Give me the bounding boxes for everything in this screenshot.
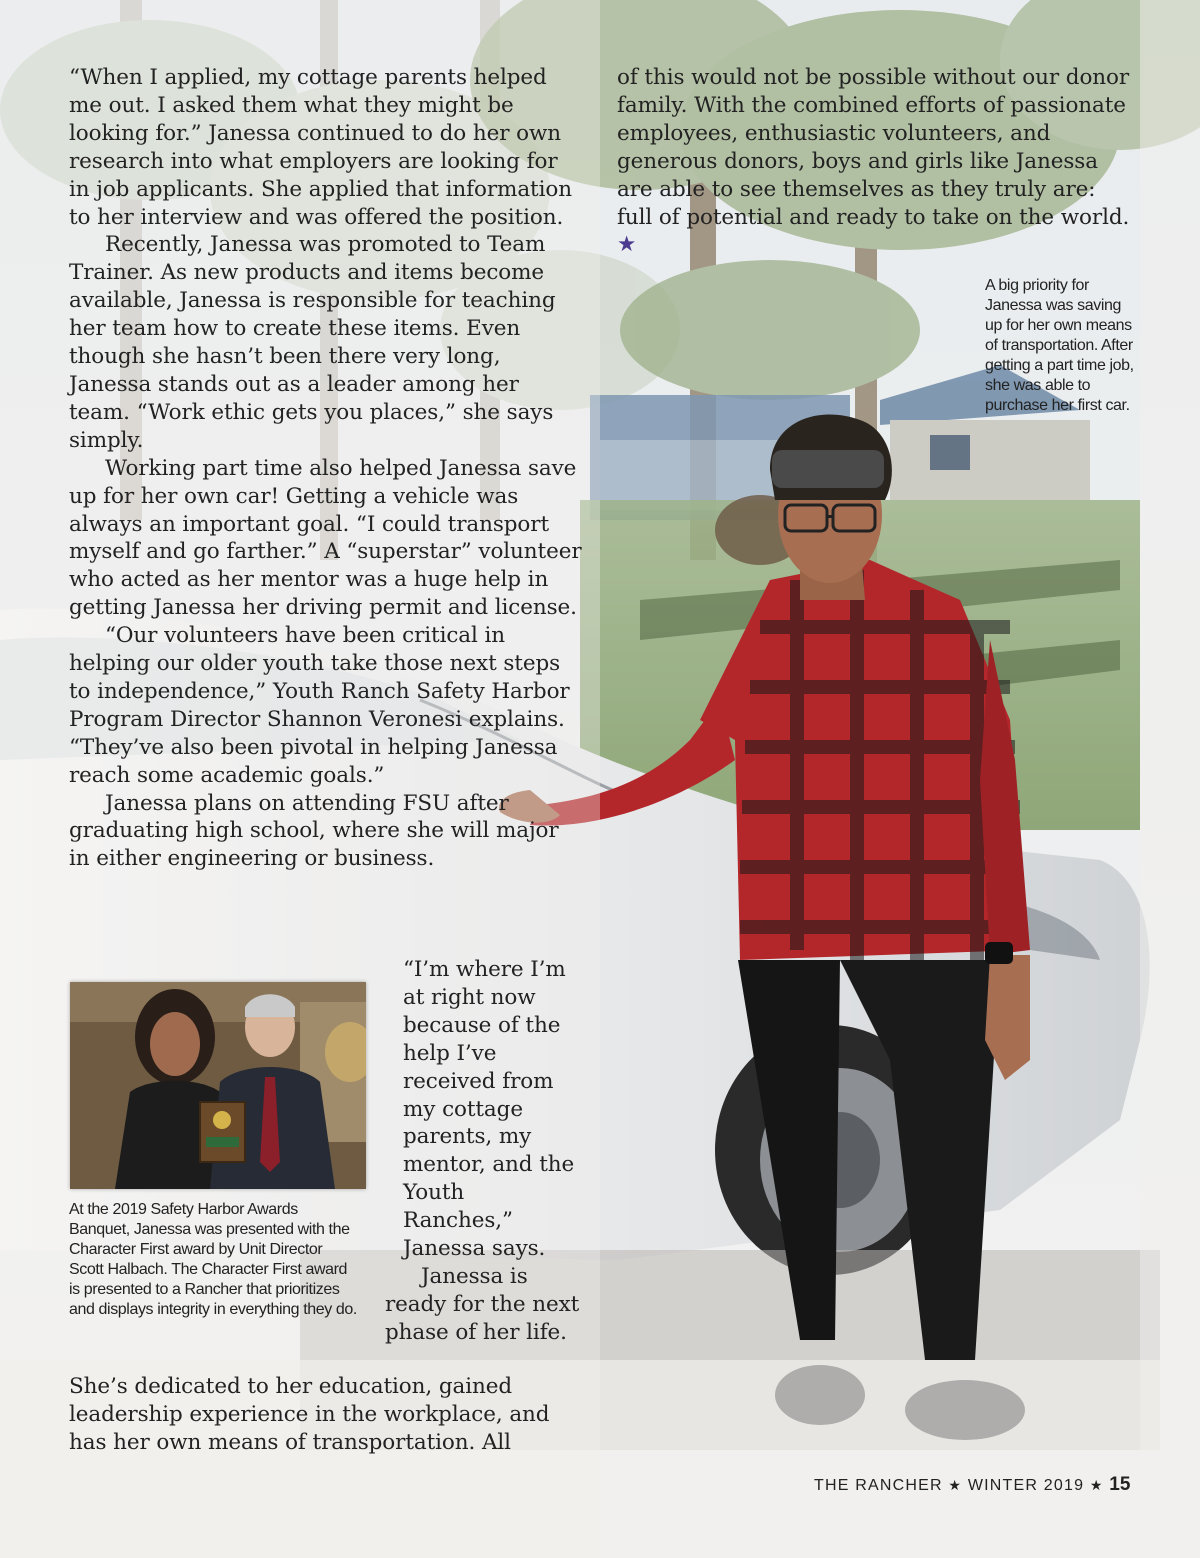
paragraph-promotion: Recently, Janessa was promoted to Team Trainer. As new products and items become available, Janessa is responsible for teaching her team how to create these items. Even though she hasn’t been there very long, Janessa stands out as a leader among her team. “Work ethic gets you places,” she says simply. [69,232,556,453]
footer-star-icon-2: ★ [1089,1477,1104,1493]
paragraph-donor-family [617,64,1137,259]
footer-star-icon: ★ [948,1477,963,1493]
article-column-bottom [69,1373,589,1457]
award-photo [70,982,366,1189]
end-star-icon: ★ [617,232,637,258]
paragraph-volunteers: “Our volunteers have been critical in helping our older youth take those next steps to independence,” Youth Ranch Safety Harbor Program Director Shannon Veronesi explains. “They’ve also been pivotal in helping Janessa reach some academic goals.” [69,623,570,788]
paragraph-dedicated: She’s dedicated to her education, gained leadership experience in the workplace, and has her own means of transportation. All [69,1374,550,1455]
award-photo-caption: At the 2019 Safety Harbor Awards Banquet, Janessa was presented with the Character First award by Unit Director Scott Halbach. The Character First award is presented to a Rancher that prioritizes and displays integrity in everything they do. [69,1201,357,1318]
article-column-right [617,64,1137,259]
article-column-left [69,64,584,873]
paragraph-fsu: Janessa plans on attending FSU after graduating high school, where she will major in either engineering or business. [69,790,559,872]
paragraph-next-phase: Janessa is ready for the next phase of her life. [385,1263,580,1345]
paragraph-interview: “When I applied, my cottage parents helped me out. I asked them what they might be looking for.” Janessa continued to do her own research into what employers are looking for in job applicants. She applied that information to her interview and was offered the position. [69,65,572,230]
paragraph-quote: “I’m where I’m at right now because of the help I’ve received from my cottage parents, my mentor, and the Youth Ranches,” Janessa says. [403,957,575,1262]
page-number: 15 [1109,1474,1131,1495]
publication-name: THE RANCHER [814,1477,943,1494]
main-photo-caption: A big priority for Janessa was saving up for her own means of transportation. After getting a part time job, she was able to purchase her first car. [985,277,1134,414]
paragraph-car: Working part time also helped Janessa save up for her own car! Getting a vehicle was always an important goal. “I could transport myself and go farther.” A “superstar” volunteer who acted as her mentor was a huge help in getting Janessa her driving permit and license. [69,455,582,621]
paragraph-donor-text: of this would not be possible without our donor family. With the combined efforts of passionate employees, enthusiastic volunteers, and generous donors, boys and girls like Janessa are able to see themselves as they truly are: full of potential and ready to take on the world. [617,65,1130,230]
article-column-narrow [385,956,580,1347]
issue-name: WINTER 2019 [967,1477,1085,1494]
page-footer [814,1474,1134,1494]
